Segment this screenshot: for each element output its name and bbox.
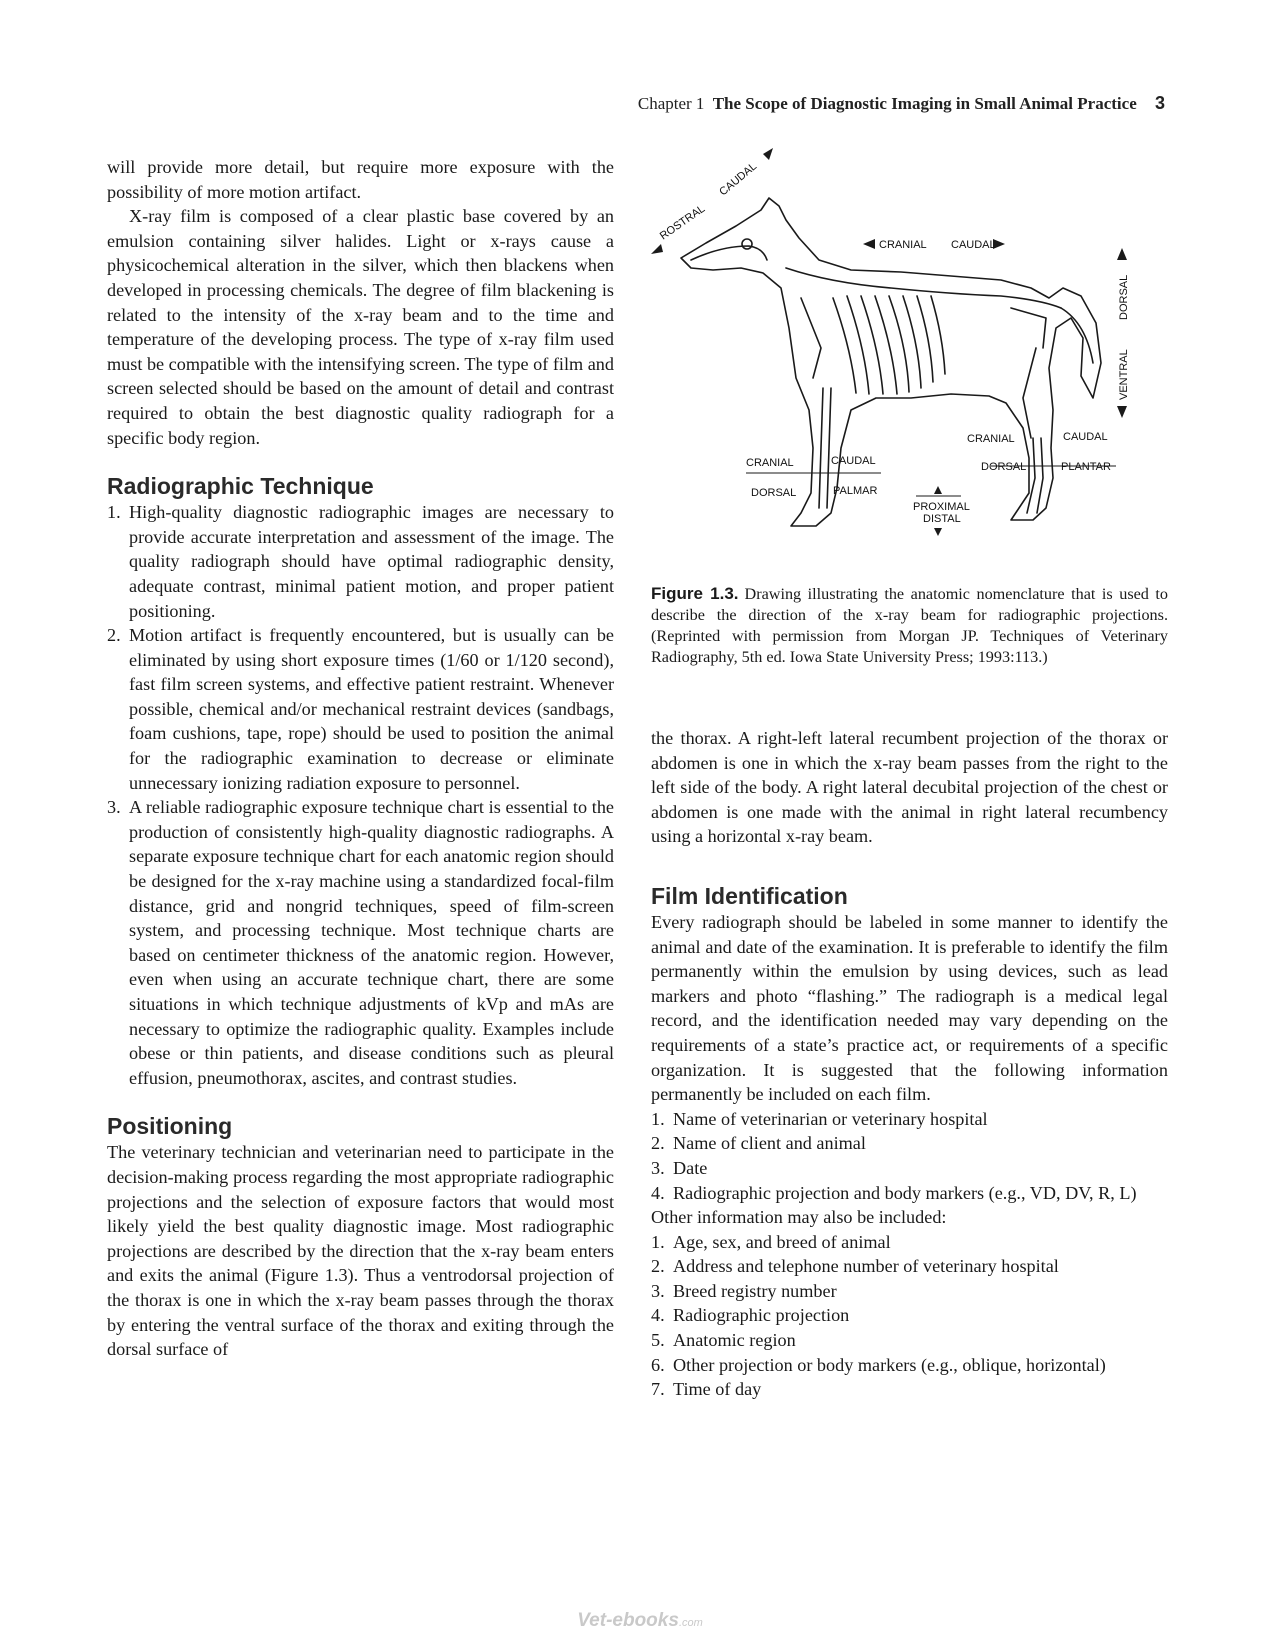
list-item xyxy=(651,1328,1168,1353)
item-number: 4. xyxy=(651,1182,665,1203)
list-item xyxy=(107,795,614,1090)
heading-radiographic-technique: Radiographic Technique xyxy=(107,473,374,500)
heading-positioning: Positioning xyxy=(107,1113,233,1140)
label-cranial-top: CRANIAL xyxy=(879,239,927,251)
chapter-label: Chapter 1 xyxy=(637,94,705,113)
item-number: 2. xyxy=(107,625,121,646)
list-item xyxy=(651,1107,1168,1132)
page-number: 3 xyxy=(1154,93,1165,113)
list-item xyxy=(107,623,614,795)
list-item xyxy=(651,1279,1168,1304)
label-cranial-hindlimb: CRANIAL xyxy=(967,433,1015,445)
required-info-list xyxy=(651,1107,1168,1205)
other-info-list xyxy=(651,1230,1168,1402)
list-item xyxy=(651,1377,1168,1402)
left-column xyxy=(107,155,614,1362)
item-text: High-quality diagnostic radiographic images are necessary to provide accurate interpretation and assessment of the image. The quality radiograph should have optimal radiographic density, adequate contrast, minimal patient motion, and proper patient positioning. xyxy=(129,502,614,621)
label-dorsal-hindlimb: DORSAL xyxy=(981,461,1027,473)
item-text: Radiographic projection and body markers (e.g., VD, DV, R, L) xyxy=(673,1182,1137,1203)
item-text: Address and telephone number of veterinary hospital xyxy=(673,1256,1059,1277)
paragraph-continued: the thorax. A right-left lateral recumbent projection of the thorax or abdomen is one in which the x-ray beam passes from the right to the left side of the body. A right lateral decubital projection of the chest or abdomen is one made with the animal in right lateral recumbency using a horizontal x-ray beam. xyxy=(651,728,1168,847)
dog-skeleton-drawing xyxy=(651,148,1173,568)
list-item xyxy=(651,1353,1168,1378)
figure-label: Figure 1.3. xyxy=(651,584,739,603)
paragraph-film-identification: Every radiograph should be labeled in some manner to identify the animal and date of the examination. It is preferable to identify the film permanently within the emulsion by using devices, such as lead markers and photo “flashing.” The radiograph is a medical legal record, and the identification needed may vary depending on the requirements of a state’s practice act, or requirements of a specific organization. It is suggested that the following information permanently be included on each film. xyxy=(651,911,1168,1105)
list-item xyxy=(651,1254,1168,1279)
running-head xyxy=(265,92,1165,115)
label-rostral: ROSTRAL xyxy=(657,202,708,243)
figure-caption xyxy=(651,583,1168,668)
chapter-title: The Scope of Diagnostic Imaging in Small Animal Practice xyxy=(712,94,1137,113)
watermark-logo xyxy=(560,1610,720,1632)
item-number: 7. xyxy=(651,1379,665,1400)
label-caudal-forelimb: CAUDAL xyxy=(831,455,876,467)
label-distal: DISTAL xyxy=(923,513,961,525)
item-number: 5. xyxy=(651,1330,665,1351)
item-number: 1. xyxy=(651,1108,665,1129)
item-number: 3. xyxy=(651,1280,665,1301)
item-text: Time of day xyxy=(673,1379,762,1400)
item-text: Other projection or body markers (e.g., oblique, horizontal) xyxy=(673,1354,1106,1375)
label-caudal-head: CAUDAL xyxy=(717,160,760,199)
item-text: Age, sex, and breed of animal xyxy=(673,1231,891,1252)
list-item xyxy=(651,1303,1168,1328)
paragraph-intro: will provide more detail, but require more exposure with the possibility of more motion artifact. xyxy=(107,157,614,202)
item-text: Radiographic projection xyxy=(673,1305,850,1326)
watermark-suffix: .com xyxy=(678,1617,703,1629)
list-item xyxy=(651,1131,1168,1156)
item-text: Name of client and animal xyxy=(673,1133,866,1154)
technique-list xyxy=(107,500,614,1090)
label-ventral-side: VENTRAL xyxy=(1118,349,1130,400)
label-palmar: PALMAR xyxy=(833,485,878,497)
item-text: Date xyxy=(673,1157,708,1178)
item-number: 6. xyxy=(651,1354,665,1375)
label-dorsal-forelimb: DORSAL xyxy=(751,487,797,499)
paragraph-other-info: Other information may also be included: xyxy=(651,1207,947,1228)
item-text: A reliable radiographic exposure technique chart is essential to the production of consistently high-quality diagnostic radiographs. A separate exposure technique chart for each anatomic region should be designed for the x-ray machine using a standardized focal-film distance, grid and nongrid techniques, speed of film-screen system, and processing technique. Most technique charts are based on centimeter thickness of the anatomic region. However, even when using an accurate technique chart, there are some situations in which technique adjustments of kVp and mAs are necessary to optimize the radiographic quality. Examples include obese or thin patients, and disease conditions such as pleural effusion, pneumothorax, ascites, and contrast studies. xyxy=(129,797,614,1088)
label-dorsal-side: DORSAL xyxy=(1118,274,1130,320)
item-number: 1. xyxy=(107,502,121,523)
list-item xyxy=(651,1181,1168,1206)
item-number: 3. xyxy=(107,797,121,818)
label-caudal-top: CAUDAL xyxy=(951,239,996,251)
list-item xyxy=(107,500,614,623)
item-number: 1. xyxy=(651,1231,665,1252)
figure-caption-text: Drawing illustrating the anatomic nomenclature that is used to describe the direction of the x-ray beam for radiographic projections. (Reprinted with permission from Morgan JP. Techniques of Veterinary Radiography, 5th ed. Iowa State University Press; 1993:113.) xyxy=(651,585,1169,666)
figure-dog-skeleton xyxy=(651,148,1173,568)
heading-film-identification: Film Identification xyxy=(651,882,848,909)
label-cranial-forelimb: CRANIAL xyxy=(746,457,794,469)
label-plantar: PLANTAR xyxy=(1061,461,1111,473)
list-item xyxy=(651,1156,1168,1181)
paragraph-positioning: The veterinary technician and veterinarian need to participate in the decision-making process regarding the most appropriate radiographic projections and the selection of exposure factors that would most likely yield the best quality diagnostic image. Most radiographic projections are described by the direction that the x-ray beam enters and exits the animal (Figure 1.3). Thus a ventrodorsal projection of the thorax is one in which the x-ray beam passes through the thorax by entering the ventral surface of the thorax and exiting through the dorsal surface of xyxy=(107,1142,614,1360)
item-number: 2. xyxy=(651,1133,665,1154)
item-text: Anatomic region xyxy=(673,1330,796,1351)
label-proximal: PROXIMAL xyxy=(913,501,970,513)
item-text: Name of veterinarian or veterinary hospital xyxy=(673,1108,988,1129)
item-number: 4. xyxy=(651,1305,665,1326)
item-text: Breed registry number xyxy=(673,1280,837,1301)
item-text: Motion artifact is frequently encountered, but is usually can be eliminated by using short exposure times (1/60 or 1/120 second), fast film screen systems, and effective patient restraint. Whenever possible, chemical and/or mechanical restraint devices (sandbags, foam cushions, tape, rope) should be used to position the animal for the radiographic examination to decrease or eliminate unnecessary ionizing radiation exposure to personnel. xyxy=(129,625,614,793)
item-number: 3. xyxy=(651,1157,665,1178)
list-item xyxy=(651,1230,1168,1255)
paragraph-xray-film: X-ray film is composed of a clear plastic base covered by an emulsion containing silver halides. Light or x-rays cause a physicochemical alteration in the silver, which then blackens when developed in processing chemicals. The degree of film blackening is related to the intensity of the x-ray beam and to the time and temperature of the developing process. The type of x-ray film used must be compatible with the intensifying screen. The type of film and screen selected should be based on the amount of detail and contrast required to obtain the best diagnostic quality radiograph for a specific body region. xyxy=(107,206,614,448)
watermark-main: Vet-ebooks xyxy=(577,1610,679,1631)
label-caudal-hindlimb: CAUDAL xyxy=(1063,431,1108,443)
right-column xyxy=(651,726,1168,1402)
item-number: 2. xyxy=(651,1256,665,1277)
